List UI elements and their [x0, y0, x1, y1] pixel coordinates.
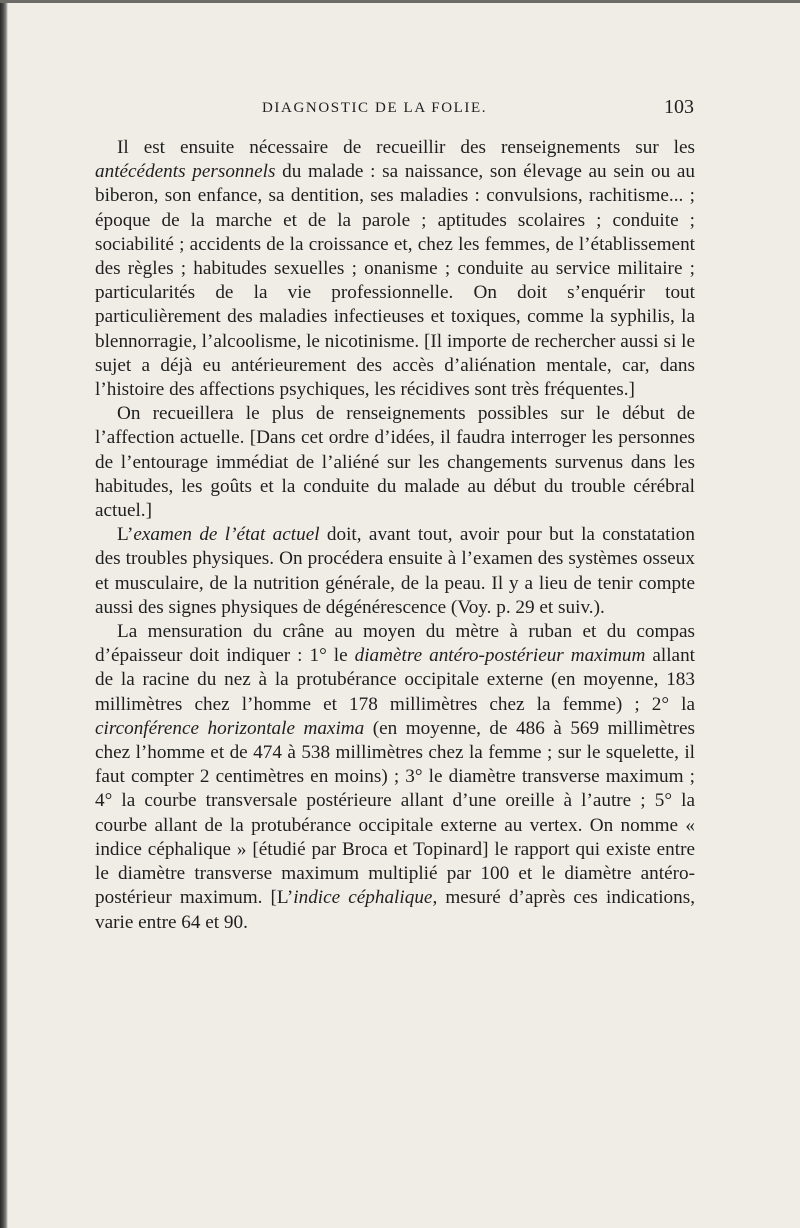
text-segment: , mesuré d’après ces indications, varie entre 64 et 90. [95, 887, 695, 933]
text-segment: Il est ensuite nécessaire de recueillir des renseignements sur les [117, 137, 695, 158]
paragraph-personal-history [95, 136, 695, 402]
body-text [95, 136, 695, 935]
text-segment: du malade : sa naissance, son élevage au sein ou au biberon, son enfance, sa dentition, ses maladies : convulsions, rachitisme... ; époque de la marche et de la parole ; aptitudes scolaires ; conduite ; sociabilité ; accidents de la croissance et, chez les femmes, de l’établissement des règles ; habitudes sexuelles ; onanisme ; conduite au service militaire ; particularités de la vie professionnelle. On doit s’enquérir tout particulièrement des maladies infectieuses et toxiques, comme la syphilis, la blennorragie, l’alcoolisme, le nicotinisme. [Il importe de rechercher aussi si le sujet a déjà eu antérieurement des accès d’aliénation mentale, car, dans l’histoire des affections psychiques, les récidives sont très fréquentes.] [95, 161, 695, 401]
page-number: 103 [664, 96, 694, 118]
text-segment: L’ [117, 524, 134, 546]
text-segment: doit, avant tout, avoir pour but la constatation des troubles physiques. On procédera ensuite à l’examen des systèmes osseux et musculaire, de la nutrition générale, de la peau. Il y a lieu de tenir compte aussi des signes physiques de dégénérescence (Voy. p. 29 et suiv.). [95, 524, 695, 618]
book-spine-shadow [0, 0, 8, 1228]
italic-segment: antécédents personnels [95, 161, 276, 183]
paragraph-skull-measurement [95, 620, 695, 935]
text-segment: La mensuration du crâne au moyen du mètre à ruban et du compas d’épaisseur doit indiquer : 1° le [95, 621, 695, 667]
italic-segment: indice céphalique [293, 887, 433, 909]
page-header [262, 96, 694, 124]
paragraph-current-affection [95, 402, 695, 523]
italic-segment: circonférence horizontale maxima [95, 717, 365, 739]
page-top-edge [0, 0, 800, 3]
italic-segment: examen de l’état actuel [133, 524, 320, 546]
text-segment: allant de la racine du nez à la protubérance occipitale externe (en moyenne, 183 millimètres chez l’homme et 178 millimètres chez la femme) ; 2° la [95, 645, 695, 715]
running-title: DIAGNOSTIC DE LA FOLIE. [262, 100, 488, 116]
text-segment: (en moyenne, de 486 à 569 millimètres chez l’homme et de 474 à 538 millimètres chez la femme ; sur le squelette, il faut compter 2 centimètres en moins) ; 3° le diamètre transverse maximum ; 4° la courbe transversale postérieure allant d’une oreille à l’autre ; 5° la courbe allant de la protubérance occipitale externe au vertex. On nomme « indice céphalique » [étudié par Broca et Topinard] le rapport qui existe entre le diamètre transverse maximum multiplié par 100 et le diamètre antéro-postérieur maximum. [L’ [95, 717, 695, 909]
italic-segment: diamètre antéro-postérieur maximum [354, 645, 646, 667]
text-segment: On recueillera le plus de renseignements possibles sur le début de l’affection actuelle. [Dans cet ordre d’idées, il faudra interroger les personnes de l’entourage immédiat de l’aliéné sur les changements survenus dans les habitudes, les goûts et la conduite du malade au début du trouble cérébral actuel.] [95, 403, 695, 522]
paragraph-current-state-exam [95, 523, 695, 620]
